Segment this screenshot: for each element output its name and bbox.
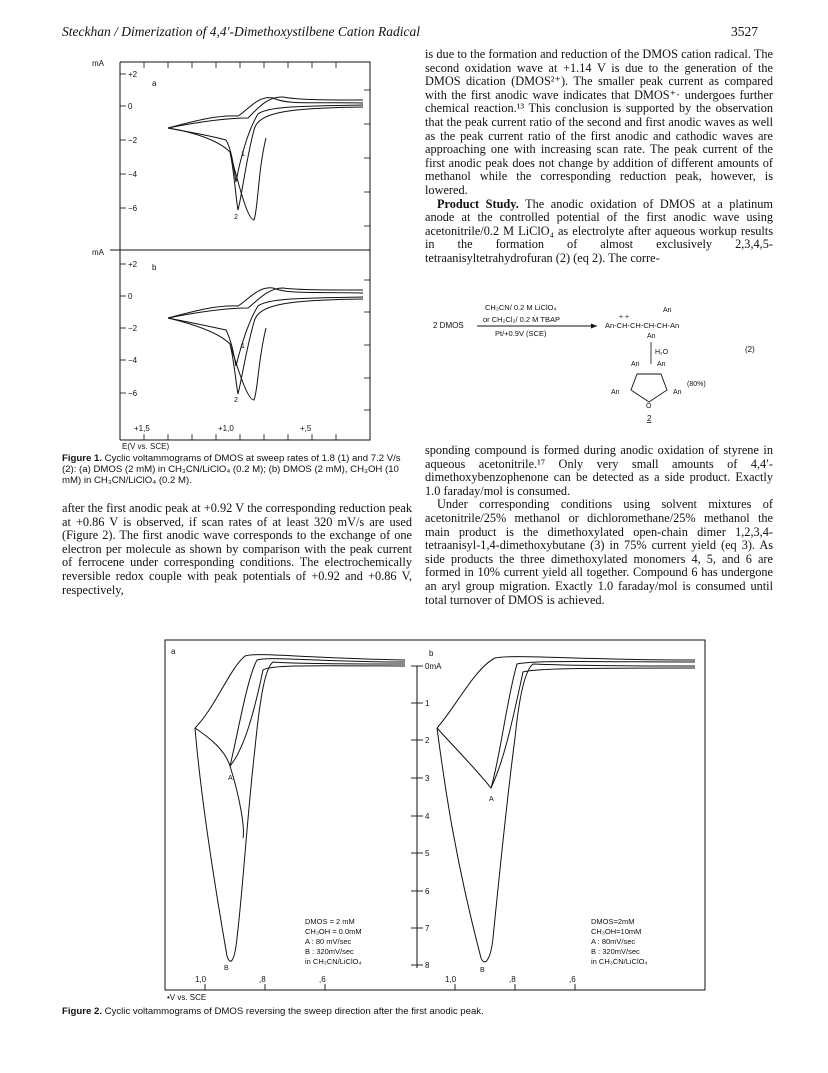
- figure-1-b-ytick: −4: [128, 356, 138, 365]
- scheme-intermediate-an-bottom: An: [647, 333, 656, 340]
- figure-2-legend-b: [591, 917, 648, 966]
- right-column-paragraph-4: Under corresponding conditions using solvent mixtures of acetonitrile/25% methanol or dichloromethane/25% methanol the main product is the dimethoxylated open-chain dimer 1,2,3,4-tetraanisyl-1,4-dimethoxybutane (3) in 75% current yield (eq 3). As side products the three dimethoxylated monomers 4, 5, and 6 are formed in 10% current yield all together. Compound 6 has undergone an aryl group migration. Exactly 1.0 faraday/mol is consumed until total turnover of DMOS is achieved.: [425, 497, 773, 607]
- scheme-condition-2: or CH₂Cl₂/ 0.2 M TBAP: [483, 315, 560, 324]
- figure-1-xtick: +,5: [300, 424, 312, 433]
- scheme-an-left: An: [611, 389, 620, 396]
- right-column-bottom: [425, 444, 773, 607]
- figure-1-b-ytick: +2: [128, 260, 138, 269]
- product-study-text: The anodic oxidation of DMOS at a platinum anode at the controlled potential of the first anodic wave using acetonitrile/0.2 M LiClO₄ as electrolyte after aqueous workup results in the formation of almost exclusively 2,3,4,5-tetraanisyltetrahydrofuran (2) (eq 2). The corre-: [425, 196, 773, 265]
- scheme-an-2: An: [657, 361, 666, 368]
- figure-1-ticks: [120, 62, 370, 440]
- figure-1-a-ytick: −2: [128, 136, 138, 145]
- right-column-paragraph-2: [425, 198, 773, 266]
- figure-1-x-axis-label: E(V vs. SCE): [122, 442, 170, 451]
- figure-1-xtick: +1,5: [134, 424, 150, 433]
- figure-2-legend-a-line: in CH₃CN/LiClO₄: [305, 957, 362, 966]
- figure-1-panel-b-label: b: [152, 263, 157, 272]
- figure-2-legend-a-line: DMOS = 2 mM: [305, 917, 355, 926]
- figure-1-b-curve-label-1: 1: [241, 343, 245, 350]
- figure-2-panel-a-label: a: [171, 647, 176, 656]
- figure-2-legend-b-line: DMOS=2mM: [591, 917, 635, 926]
- figure-2-legend-b-line: in CH₃CN/LiClO₄: [591, 957, 648, 966]
- figure-2-ytick: 7: [425, 924, 430, 933]
- figure-1-b-ytick: −2: [128, 324, 138, 333]
- scheme-yield: (80%): [687, 381, 706, 388]
- figure-1-b-ytick: −6: [128, 389, 138, 398]
- figure-2-legend-b-line: CH₃OH=10mM: [591, 927, 642, 936]
- figure-2-ytick: 3: [425, 774, 430, 783]
- figure-2-ytick: 1: [425, 699, 430, 708]
- tetrahydrofuran-ring: [631, 374, 667, 402]
- figure-2-legend-b-line: B : 320mV/sec: [591, 947, 640, 956]
- figure-1-a-curve-label-2: 2: [234, 214, 238, 221]
- figure-1-unit-b: mA: [92, 248, 104, 257]
- figure-2-ytick: 5: [425, 849, 430, 858]
- figure-1-xtick: +1,0: [218, 424, 234, 433]
- figure-2-b-xtick: 1,0: [445, 975, 457, 984]
- figure-2-b-xtick: ,6: [569, 975, 576, 984]
- figure-2-ytick: 8: [425, 961, 430, 970]
- scheme-product-number: 2: [647, 414, 652, 423]
- figure-1-a-ytick: −4: [128, 170, 138, 179]
- left-column-paragraph: after the first anodic peak at +0.92 V the corresponding reduction peak at +0.86 V is observed, if scan rates of at least 320 mV/s are used (Figure 2). The first anodic wave corresponds to the exchange of one electron per molecule as shown by comparison with the peak current of ferrocene under corresponding conditions. The electrochemically reversible redox couple with peak potentials of +0.92 and +0.86 V, respectively,: [62, 501, 412, 597]
- figure-2-caption-text: Cyclic voltammograms of DMOS reversing the sweep direction after the first anodic peak.: [104, 1006, 484, 1017]
- figure-2-a-xtick: ,6: [319, 975, 326, 984]
- figure-2-plot: [155, 638, 715, 1008]
- figure-2-legend-b-line: A : 80mV/sec: [591, 937, 636, 946]
- right-column-top: [425, 48, 773, 266]
- figure-1-caption-label: Figure 1.: [62, 453, 102, 464]
- figure-1-plot: [92, 59, 378, 451]
- figure-2-b-xtick: ,8: [509, 975, 516, 984]
- scheme-intermediate-charges: + +: [619, 314, 630, 321]
- figure-1-b-curve-label-2: 2: [234, 397, 238, 404]
- figure-1-caption: [62, 453, 410, 486]
- figure-2-b-peak-a: A: [489, 796, 494, 803]
- figure-1-a-ytick: +2: [128, 70, 138, 79]
- figure-2-a-peak-b: B: [224, 965, 229, 972]
- product-study-heading: Product Study.: [437, 196, 519, 211]
- reaction-scheme-eq2: [425, 302, 773, 422]
- figure-1-caption-text: Cyclic voltammograms of DMOS at sweep rates of 1.8 (1) and 7.2 V/s (2): (a) DMOS (2 mM) in CH₃CN/LiClO₄ (0.2 M); (b) DMOS (2 mM), CH₃OH (10 mM) in CH₃CN/LiClO₄ (0.2 M).: [62, 453, 401, 486]
- right-column-paragraph-1: is due to the formation and reduction of the DMOS cation radical. The second oxidation wave at +1.14 V is due to the generation of the DMOS dication (DMOS²⁺). The smaller peak current as compared with the first anodic wave indicates that DMOS⁺· undergoes further chemical reaction.¹³ This conclusion is supported by the observation that the peak current ratio of the second and first anodic waves as well as the peak current ratio of the first anodic and cathodic waves are approaching one with increasing scan rate. The peak current of the first anodic peak does not change by addition of different amounts of methanol while the corresponding reduction peak, however, is lowered.: [425, 47, 773, 197]
- figure-2-curves-b: [437, 657, 695, 962]
- figure-2-panel-b-label: b: [429, 649, 434, 658]
- figure-2-legend-a-line: A : 80 mV/sec: [305, 937, 352, 946]
- figure-2-a-xtick: ,8: [259, 975, 266, 984]
- figure-1-a-ytick: −6: [128, 204, 138, 213]
- page-number: 3527: [731, 24, 758, 39]
- figure-2-a-xtick: 1,0: [195, 975, 207, 984]
- figure-2-ytick: 2: [425, 736, 430, 745]
- scheme-condition-3: Pt/+0.9V (SCE): [495, 329, 547, 338]
- running-header: Steckhan / Dimerization of 4,4′-Dimethoxystilbene Cation Radical: [62, 24, 421, 39]
- figure-1-panel-a-label: a: [152, 79, 157, 88]
- figure-2-x-axis-label: •V vs. SCE: [167, 993, 207, 1002]
- figure-2-ytick: 4: [425, 812, 430, 821]
- scheme-an-1: An: [631, 361, 640, 368]
- reaction-arrow-head: [591, 324, 597, 329]
- scheme-an-right: An: [673, 389, 682, 396]
- figure-1-unit-a: mA: [92, 59, 104, 68]
- scheme-intermediate-chain: An-CH-CH-CH-CH-An: [605, 321, 680, 330]
- figure-1-a-ytick: 0: [128, 102, 133, 111]
- left-column: [62, 502, 412, 597]
- figure-2-ytick: 6: [425, 887, 430, 896]
- figure-2-legend-a-line: B : 320mV/sec: [305, 947, 354, 956]
- figure-2-legend-a: [305, 917, 362, 966]
- scheme-ring-oxygen: O: [646, 403, 652, 410]
- figure-2-curves-a: [195, 655, 405, 962]
- scheme-equation-number: (2): [745, 345, 755, 354]
- right-column-paragraph-3: sponding compound is formed during anodic oxidation of styrene in aqueous acetonitrile.¹⁷ Only very small amounts of 4,4′-dimethoxybenzophenone can be detected as a side product. Exactly 1.0 faraday/mol is consumed.: [425, 443, 773, 498]
- figure-2-caption: [62, 1006, 762, 1017]
- scheme-water: H₂O: [655, 349, 669, 356]
- figure-2-caption-label: Figure 2.: [62, 1006, 102, 1017]
- figure-2-b-peak-b: B: [480, 967, 485, 974]
- scheme-reactant: 2 DMOS: [433, 321, 464, 330]
- figure-2-legend-a-line: CH₃OH = 0.0mM: [305, 927, 362, 936]
- figure-2-ytick: 0mA: [425, 662, 442, 671]
- figure-2-a-peak-a: A: [228, 775, 233, 782]
- figure-1-curves-b: [168, 288, 363, 400]
- scheme-condition-1: CH₃CN/ 0.2 M LiClO₄: [485, 303, 557, 312]
- figure-1-b-ytick: 0: [128, 292, 133, 301]
- scheme-intermediate-an-top: An: [663, 307, 672, 314]
- figure-1-a-curve-label-1: 1: [241, 151, 245, 158]
- figure-1-curves-a: [168, 97, 363, 220]
